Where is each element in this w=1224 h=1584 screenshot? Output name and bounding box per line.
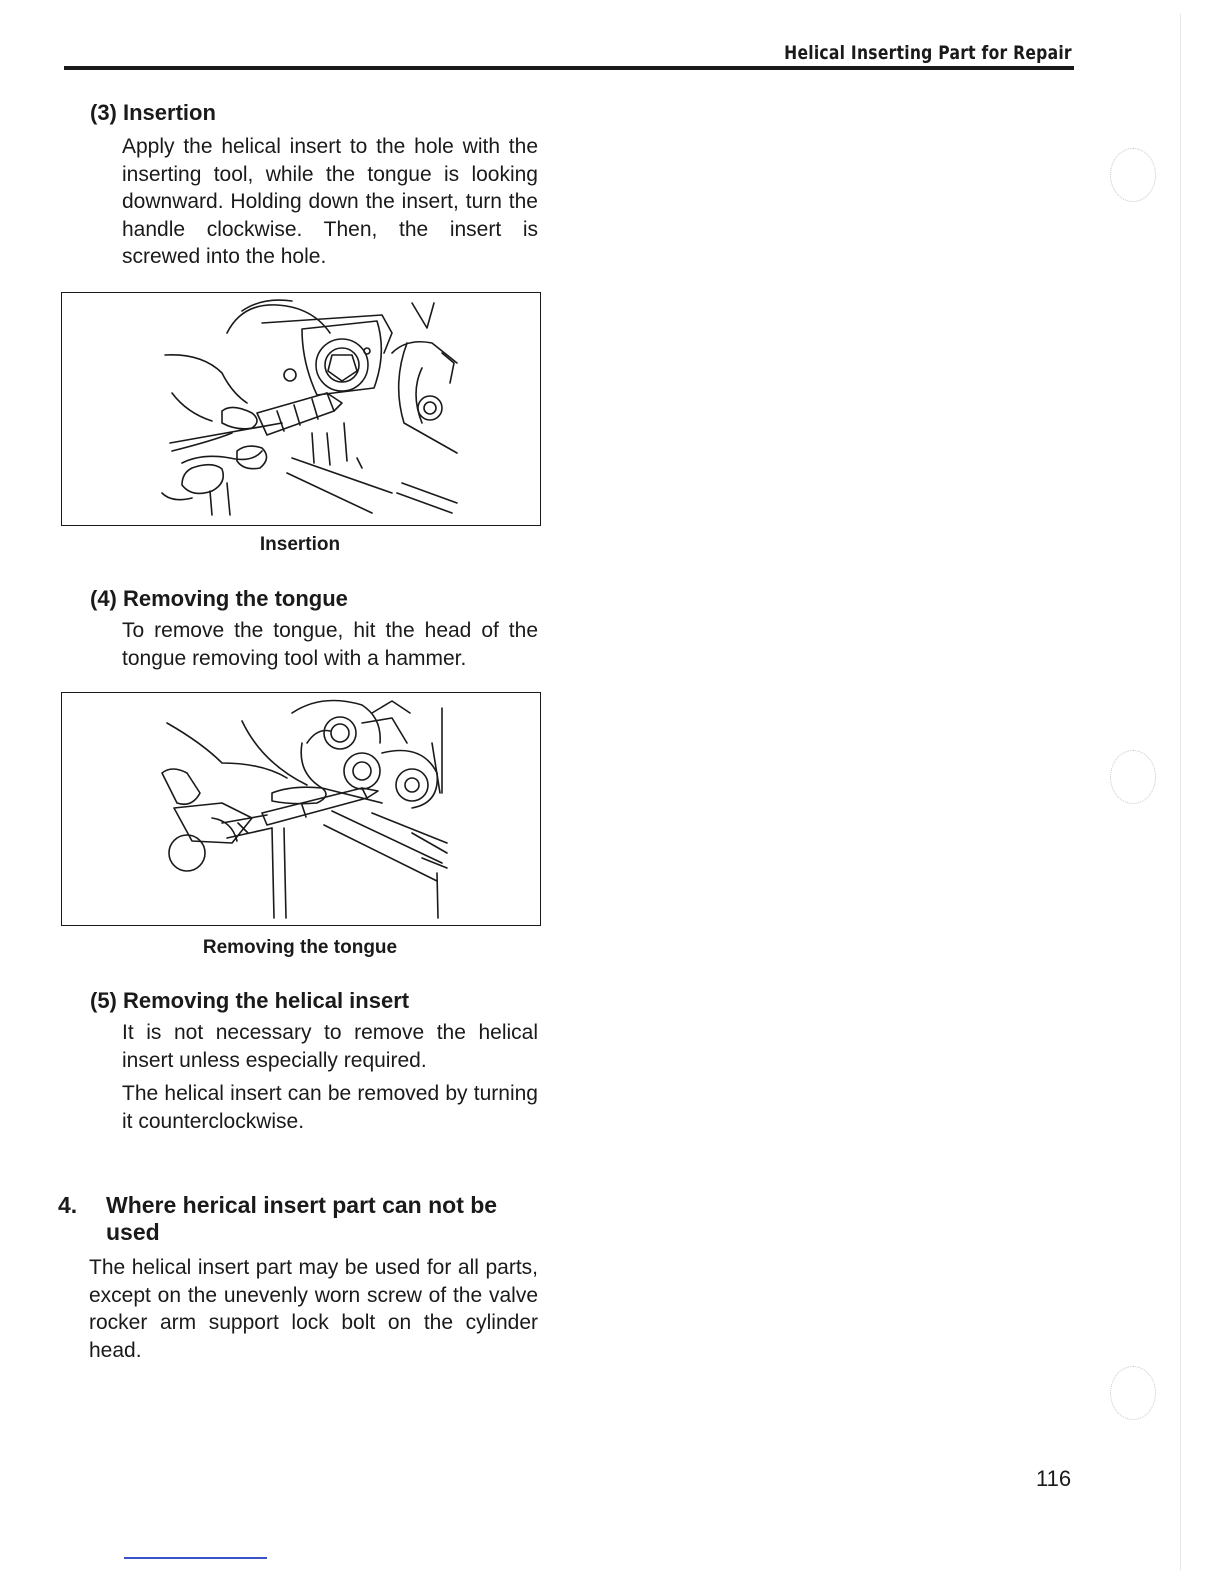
step-text-insertion: Apply the helical insert to the hole with the inserting tool, while the tongue is looking downward. Holding down the insert, turn the handle clockwise. Then, the insert is screwed into the hole.	[122, 135, 538, 268]
section-text: The helical insert part may be used for all parts, except on the unevenly worn screw of the valve rocker arm support lock bolt on the cylinder head.	[89, 1256, 538, 1362]
step-text-removing-insert-1: It is not necessary to remove the helical insert unless especially required.	[122, 1021, 538, 1072]
running-header: Helical Inserting Part for Repair	[784, 42, 1072, 64]
figure-insertion	[61, 292, 541, 526]
page-number: 116	[1036, 1466, 1072, 1491]
section-number: 4.	[58, 1192, 78, 1218]
figure-caption-insertion: Insertion	[259, 534, 341, 555]
binding-margin-line	[1180, 14, 1181, 1570]
step-text-removing-insert-2: The helical insert can be removed by turning it counterclockwise.	[122, 1082, 538, 1133]
step-text-removing-tongue: To remove the tongue, hit the head of the tongue removing tool with a hammer.	[122, 619, 538, 670]
insertion-illustration	[62, 293, 540, 525]
figure-removing-tongue	[61, 692, 541, 926]
punch-hole	[1110, 1366, 1156, 1420]
step-heading-removing-tongue: (4) Removing the tongue	[90, 586, 348, 611]
step-heading-insertion: (3) Insertion	[90, 100, 216, 125]
punch-hole	[1110, 750, 1156, 804]
removing-tongue-illustration	[62, 693, 538, 925]
footer-line	[124, 1557, 267, 1559]
step-heading-removing-insert: (5) Removing the helical insert	[90, 988, 410, 1013]
figure-caption-removing-tongue: Removing the tongue	[202, 937, 398, 958]
section-title: Where herical insert part can not be used	[106, 1192, 498, 1245]
punch-hole	[1110, 148, 1156, 202]
header-rule	[64, 66, 1074, 70]
